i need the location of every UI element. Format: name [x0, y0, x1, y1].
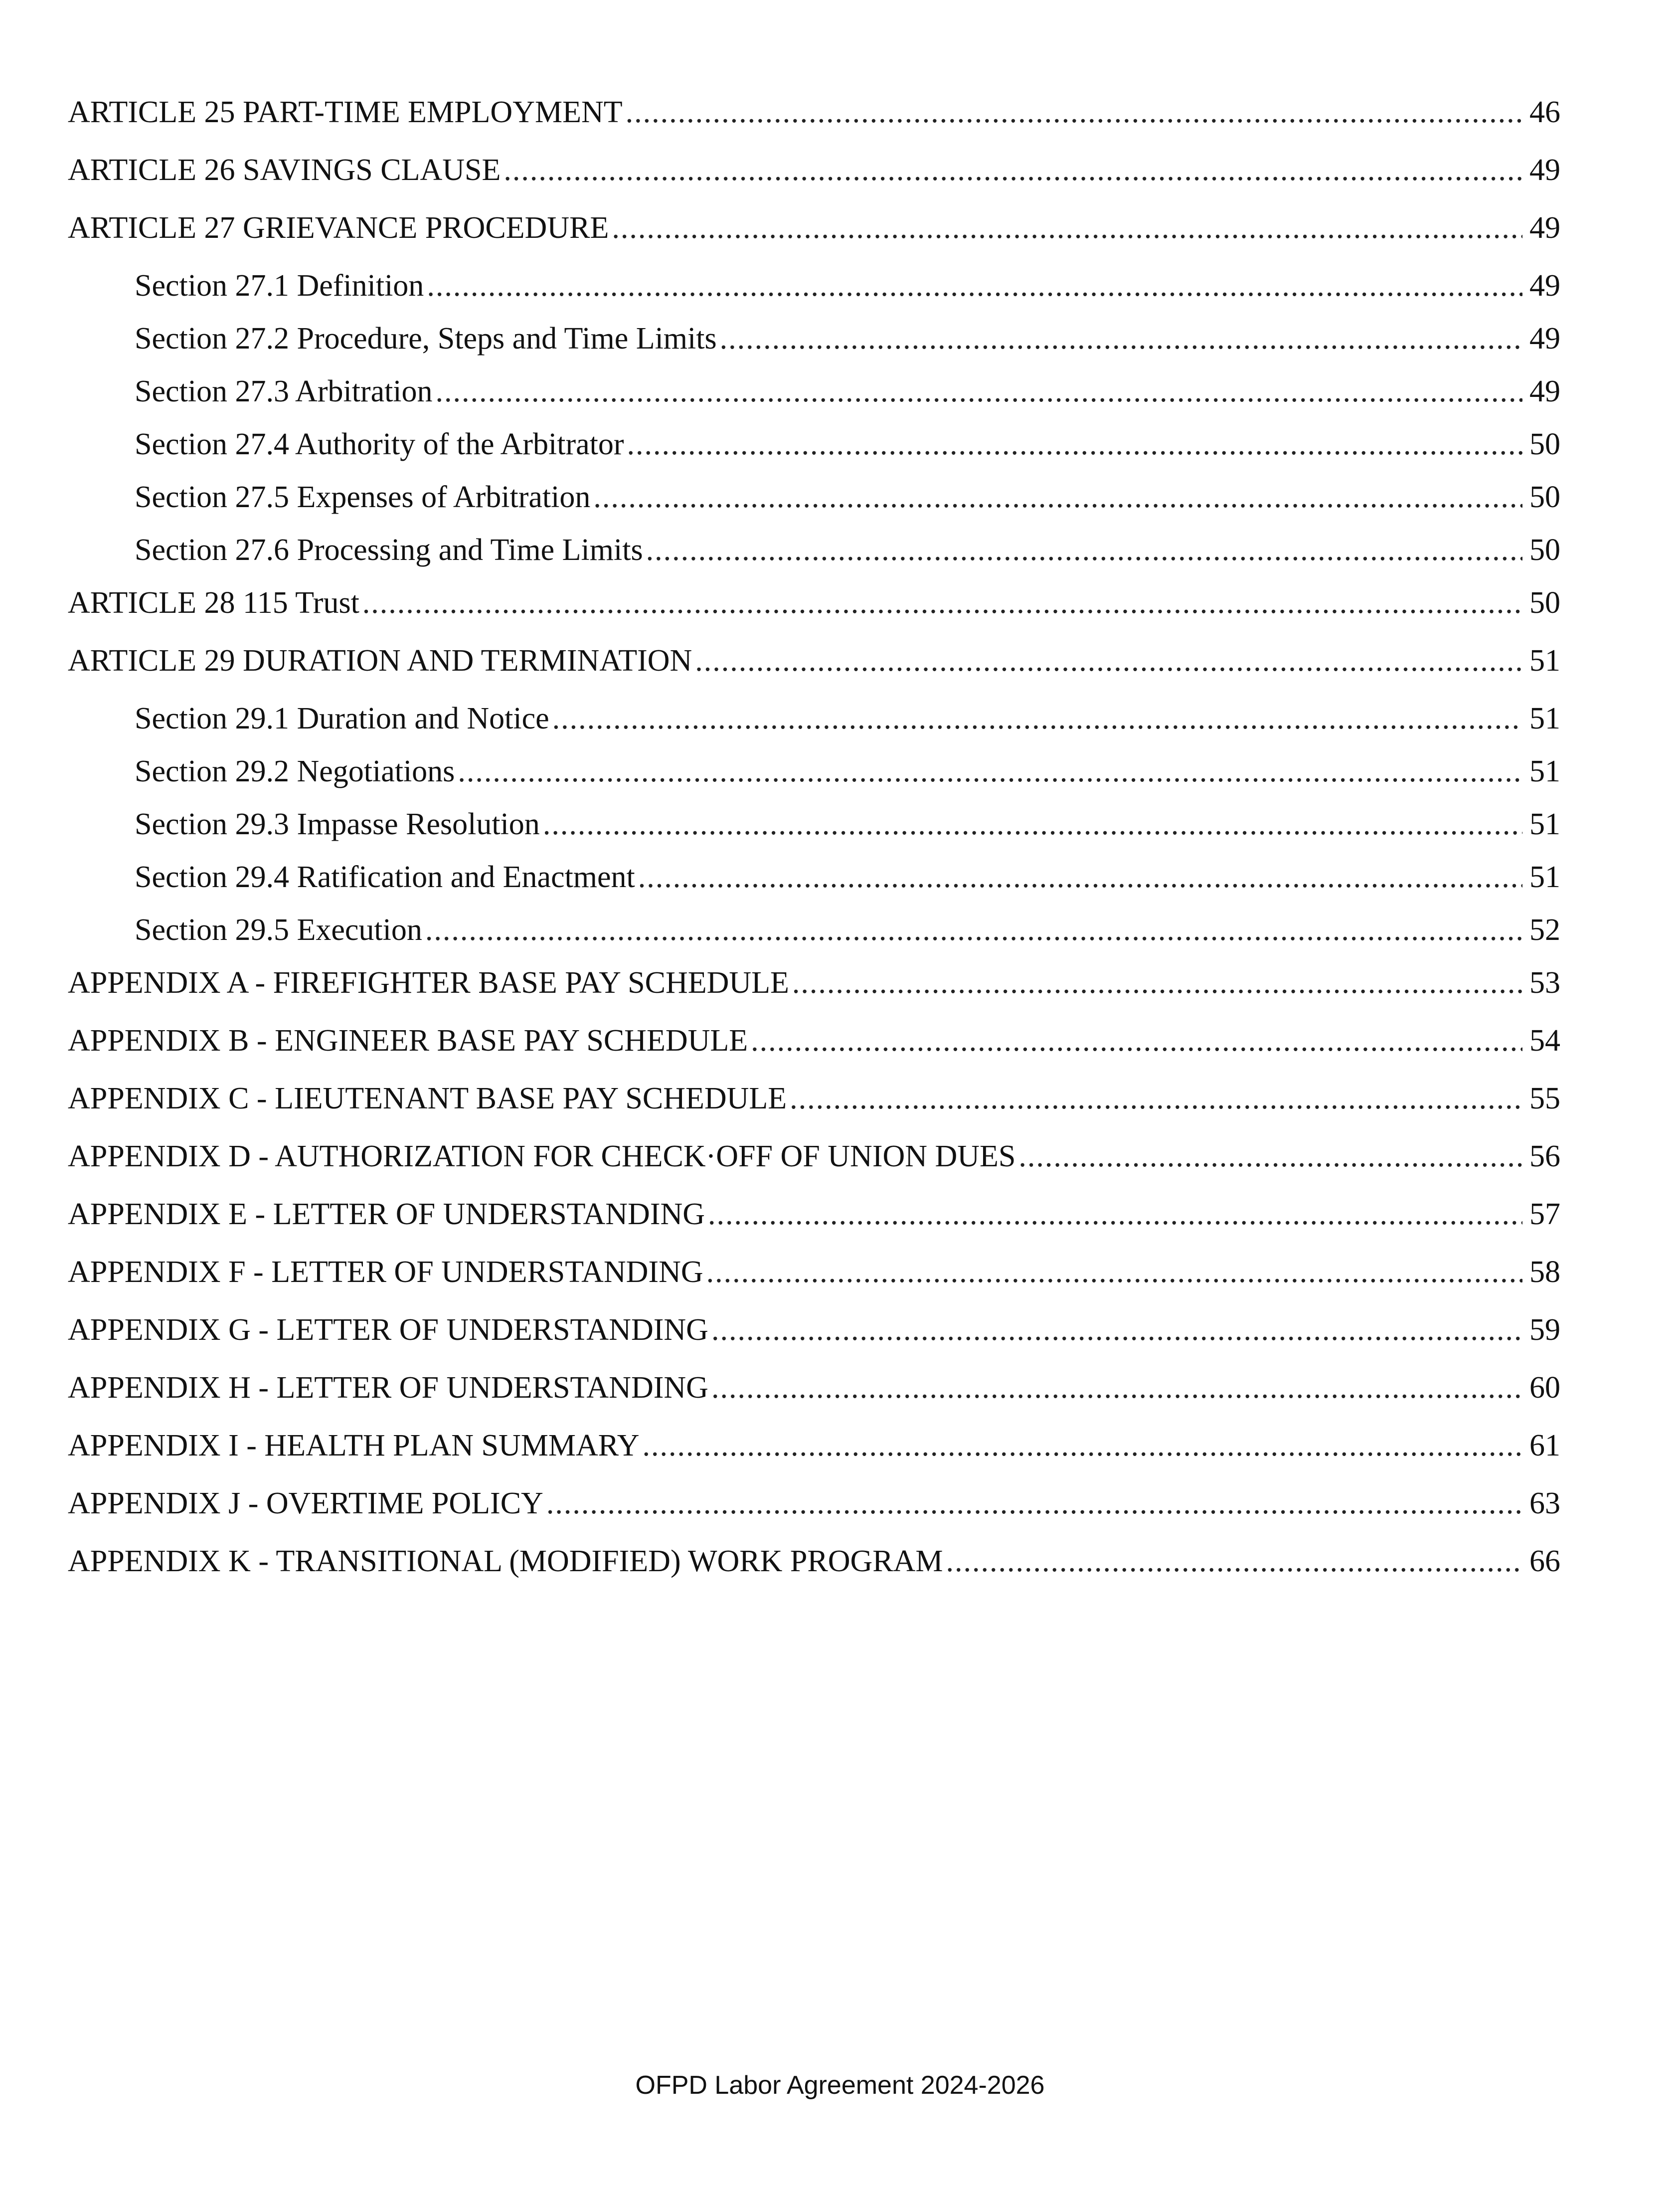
toc-entry-title: APPENDIX D - AUTHORIZATION FOR CHECK·OFF OF UNION DUES: [68, 1139, 1016, 1173]
toc-page-number: 59: [1529, 1313, 1560, 1347]
toc-page-number: 51: [1529, 702, 1560, 735]
dot-leader: [711, 1370, 1522, 1405]
toc-page-number: 58: [1529, 1255, 1560, 1289]
toc-entry-title: Section 27.1 Definition: [135, 269, 424, 303]
toc-page-number: 50: [1529, 427, 1560, 461]
toc-entry-article: [68, 1081, 1560, 1139]
toc-entry-article: [68, 965, 1560, 1023]
toc-entry-article: [68, 1255, 1560, 1312]
toc-entry-title: APPENDIX B - ENGINEER BASE PAY SCHEDULE: [68, 1024, 748, 1058]
dot-leader: [792, 965, 1522, 1000]
dot-leader: [1018, 1139, 1522, 1174]
page-footer: OFPD Labor Agreement 2024-2026: [635, 2071, 1045, 2100]
toc-page-number: 63: [1529, 1486, 1560, 1520]
dot-leader: [646, 533, 1522, 567]
dot-leader: [720, 321, 1522, 356]
dot-leader: [695, 643, 1522, 678]
toc-entry-title: APPENDIX C - LIEUTENANT BASE PAY SCHEDULE: [68, 1082, 787, 1115]
toc-entry-title: APPENDIX E - LETTER OF UNDERSTANDING: [68, 1197, 705, 1231]
toc-entry-article: [68, 1428, 1560, 1486]
toc-page-number: 51: [1529, 807, 1560, 841]
toc-entry-section: [68, 533, 1560, 585]
toc-page-number: 57: [1529, 1197, 1560, 1231]
dot-leader: [706, 1255, 1522, 1289]
toc-entry-title: ARTICLE 29 DURATION AND TERMINATION: [68, 644, 692, 678]
toc-entry-title: Section 27.2 Procedure, Steps and Time Limits: [135, 322, 717, 356]
toc-entry-title: Section 27.3 Arbitration: [135, 374, 433, 408]
dot-leader: [612, 210, 1522, 245]
dot-leader: [751, 1023, 1522, 1058]
toc-entry-title: APPENDIX F - LETTER OF UNDERSTANDING: [68, 1255, 703, 1289]
toc-entry-section: [68, 427, 1560, 480]
dot-leader: [711, 1312, 1522, 1347]
dot-leader: [362, 585, 1522, 620]
table-of-contents: [68, 95, 1560, 1602]
toc-page-number: 66: [1529, 1544, 1560, 1578]
toc-entry-title: Section 29.1 Duration and Notice: [135, 702, 549, 735]
dot-leader: [638, 860, 1522, 895]
toc-entry-section: [68, 807, 1560, 860]
dot-leader: [427, 268, 1522, 303]
toc-entry-section: [68, 268, 1560, 321]
dot-leader: [504, 153, 1522, 187]
toc-entry-article: [68, 210, 1560, 268]
toc-page-number: 51: [1529, 754, 1560, 788]
toc-entry-title: Section 29.2 Negotiations: [135, 754, 455, 788]
toc-entry-section: [68, 321, 1560, 374]
toc-entry-section: [68, 701, 1560, 754]
dot-leader: [790, 1081, 1522, 1116]
toc-page-number: 50: [1529, 586, 1560, 620]
toc-entry-title: APPENDIX A - FIREFIGHTER BASE PAY SCHEDULE: [68, 966, 789, 1000]
toc-entry-title: Section 29.5 Execution: [135, 913, 422, 947]
toc-page-number: 50: [1529, 480, 1560, 514]
toc-entry-article: [68, 643, 1560, 701]
toc-entry-section: [68, 374, 1560, 427]
toc-entry-section: [68, 754, 1560, 807]
toc-page-number: 53: [1529, 966, 1560, 1000]
toc-entry-section: [68, 913, 1560, 965]
dot-leader: [626, 95, 1522, 130]
dot-leader: [552, 701, 1522, 736]
toc-page-number: 61: [1529, 1429, 1560, 1462]
toc-entry-section: [68, 860, 1560, 913]
toc-page-number: 54: [1529, 1024, 1560, 1058]
dot-leader: [708, 1197, 1522, 1232]
toc-entry-title: APPENDIX G - LETTER OF UNDERSTANDING: [68, 1313, 708, 1347]
toc-entry-title: Section 29.3 Impasse Resolution: [135, 807, 540, 841]
toc-entry-title: ARTICLE 28 115 Trust: [68, 586, 359, 620]
toc-entry-article: [68, 1197, 1560, 1255]
toc-page-number: 56: [1529, 1139, 1560, 1173]
toc-page-number: 50: [1529, 533, 1560, 567]
toc-entry-title: Section 27.6 Processing and Time Limits: [135, 533, 643, 567]
toc-page-number: 52: [1529, 913, 1560, 947]
toc-entry-title: APPENDIX K - TRANSITIONAL (MODIFIED) WORK PROGRAM: [68, 1544, 943, 1578]
dot-leader: [436, 374, 1522, 409]
toc-entry-article: [68, 585, 1560, 643]
toc-page-number: 49: [1529, 211, 1560, 245]
toc-entry-article: [68, 1370, 1560, 1428]
toc-entry-title: ARTICLE 25 PART-TIME EMPLOYMENT: [68, 95, 623, 129]
toc-page-number: 51: [1529, 860, 1560, 894]
dot-leader: [946, 1544, 1522, 1579]
toc-page-number: 55: [1529, 1082, 1560, 1115]
toc-entry-article: [68, 1139, 1560, 1197]
toc-page-number: 49: [1529, 269, 1560, 303]
toc-entry-title: APPENDIX I - HEALTH PLAN SUMMARY: [68, 1429, 640, 1462]
dot-leader: [425, 913, 1522, 947]
toc-page-number: 51: [1529, 644, 1560, 678]
dot-leader: [643, 1428, 1522, 1463]
toc-entry-article: [68, 95, 1560, 153]
dot-leader: [458, 754, 1522, 789]
toc-entry-article: [68, 1544, 1560, 1602]
dot-leader: [593, 480, 1522, 515]
toc-entry-title: Section 27.5 Expenses of Arbitration: [135, 480, 591, 514]
toc-page-number: 49: [1529, 153, 1560, 187]
dot-leader: [543, 807, 1522, 842]
dot-leader: [546, 1486, 1522, 1521]
toc-entry-article: [68, 1312, 1560, 1370]
toc-page-number: 49: [1529, 374, 1560, 408]
toc-page-number: 60: [1529, 1371, 1560, 1405]
toc-entry-title: APPENDIX J - OVERTIME POLICY: [68, 1486, 543, 1520]
toc-entry-section: [68, 480, 1560, 533]
toc-page-number: 49: [1529, 322, 1560, 356]
toc-entry-title: ARTICLE 27 GRIEVANCE PROCEDURE: [68, 211, 609, 245]
toc-entry-title: APPENDIX H - LETTER OF UNDERSTANDING: [68, 1371, 708, 1405]
toc-entry-article: [68, 1023, 1560, 1081]
dot-leader: [627, 427, 1522, 462]
toc-entry-title: Section 29.4 Ratification and Enactment: [135, 860, 635, 894]
toc-entry-article: [68, 153, 1560, 210]
toc-entry-article: [68, 1486, 1560, 1544]
toc-entry-title: ARTICLE 26 SAVINGS CLAUSE: [68, 153, 501, 187]
toc-page-number: 46: [1529, 95, 1560, 129]
toc-entry-title: Section 27.4 Authority of the Arbitrator: [135, 427, 624, 461]
